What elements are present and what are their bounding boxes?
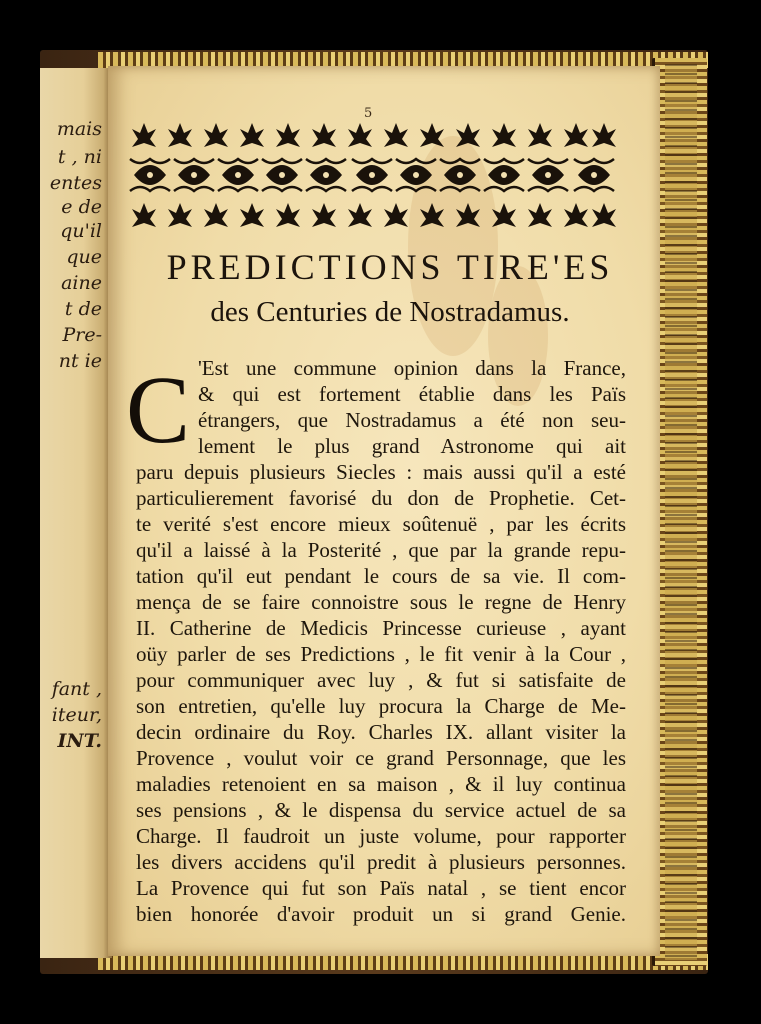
text-line: tation qu'il eut pendant le cours de sa vie. Il com- [136, 564, 626, 588]
text-line: Provence , voulut voir ce grand Personnage, que les [136, 746, 626, 770]
text-line: lement le plus grand Astronome qui ait [198, 434, 626, 458]
text-line: bien honorée d'avoir produit un si grand Genie. [136, 902, 626, 926]
text-line: La Provence qui fut son Païs natal , se tient encor [136, 876, 626, 900]
text-line: mença de se faire connoistre sous le regne de Henry [136, 590, 626, 614]
main-page [108, 66, 660, 956]
text-line: son entretien, qu'elle luy procura la Charge de Me- [136, 694, 626, 718]
text-line: II. Catherine de Medicis Princesse curieuse , ayant [136, 616, 626, 640]
left-line: Pre- [62, 324, 102, 346]
text-line: ses pensions , & le dispensa du service actuel de sa [136, 798, 626, 822]
page-subtitle: des Centuries de Nostradamus. [210, 296, 570, 328]
left-line: entes [49, 172, 102, 194]
left-line: t de [64, 298, 102, 320]
drop-capital: C [126, 356, 191, 463]
text-line: particulierement favorisé du don de Prophetie. Cet- [136, 486, 626, 510]
page-title: PREDICTIONS TIRE'ES [166, 247, 614, 287]
gilt-border-bottom [98, 954, 708, 970]
left-line: nt ie [58, 350, 102, 372]
left-page-fragment [40, 68, 112, 958]
text-line: pour communiquer avec luy , & fut si satisfaite de [136, 668, 626, 692]
text-line: étrangers, que Nostradamus a été non seu- [198, 408, 626, 432]
left-line: aine [61, 272, 102, 294]
text-line: qu'il a laissé à la Posterité , que par la grande repu- [136, 538, 626, 562]
left-line: que [66, 246, 102, 268]
text-line: les divers accidens qu'il predit à plusieurs personnes. [136, 850, 626, 874]
text-line: oüy parler de ses Predictions , le fit venir à la Cour , [136, 642, 626, 666]
left-line: t , ni [57, 146, 102, 168]
text-line: & qui est fortement établie dans les Païs [198, 382, 626, 406]
left-line: fant , [51, 678, 102, 700]
text-line: 'Est une commune opinion dans la France, [198, 356, 626, 380]
gilt-border-right [652, 58, 707, 966]
text-line: decin ordinaire du Roy. Charles IX. allant visiter la [136, 720, 626, 744]
left-line: qu'il [60, 220, 102, 242]
text-line: te verité s'est encore mieux soûtenuë , par les écrits [136, 512, 626, 536]
text-line: paru depuis plusieurs Siecles : mais aussi qu'il a esté [136, 460, 626, 484]
text-line: Charge. Il faudroit un juste volume, pour rapporter [136, 824, 626, 848]
decorative-headpiece-ornament [126, 121, 620, 231]
left-line: iteur, [51, 704, 102, 726]
left-line: mais [56, 118, 102, 140]
page-number: 5 [364, 106, 373, 121]
text-line: maladies retenoient en sa maison , & il luy continua [136, 772, 626, 796]
left-line: INT. [57, 730, 102, 752]
left-line: e de [61, 196, 102, 218]
